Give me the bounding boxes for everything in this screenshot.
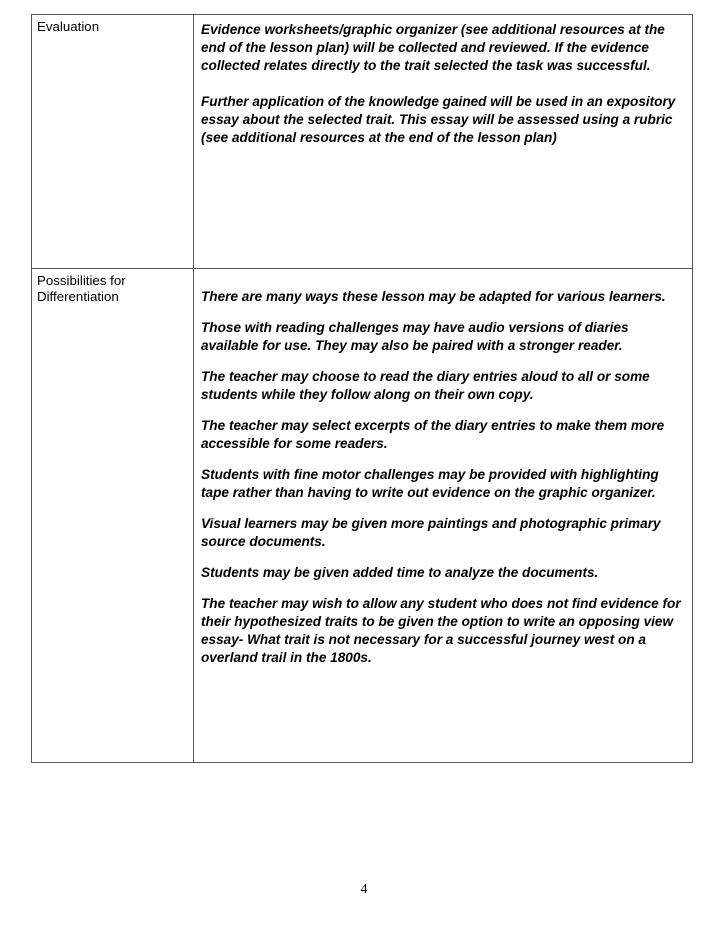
evaluation-row (32, 15, 693, 269)
evaluation-content (194, 15, 693, 269)
differentiation-paragraph: Visual learners may be given more paintings and photographic primary source documents. (201, 516, 661, 549)
differentiation-row (32, 269, 693, 763)
evaluation-paragraph: Evidence worksheets/graphic organizer (see additional resources at the end of the lesson plan) will be collected and reviewed. If the evidence collected relates directly to the trait selected the task was successful. (201, 22, 665, 73)
lesson-plan-table (31, 14, 693, 763)
differentiation-paragraph: Students may be given added time to analyze the documents. (201, 565, 599, 580)
differentiation-paragraph: There are many ways these lesson may be adapted for various learners. (201, 289, 666, 304)
differentiation-paragraph: The teacher may choose to read the diary entries aloud to all or some students while they follow along on their own copy. (201, 369, 650, 402)
differentiation-label: Possibilities for Differentiation (32, 269, 194, 763)
differentiation-paragraph: Those with reading challenges may have audio versions of diaries available for use. They may also be paired with a stronger reader. (201, 320, 629, 353)
differentiation-paragraph: The teacher may select excerpts of the diary entries to make them more accessible for some readers. (201, 418, 665, 451)
evaluation-label: Evaluation (32, 15, 194, 269)
evaluation-paragraph: Further application of the knowledge gained will be used in an expository essay about the selected trait. This essay will be assessed using a rubric (see additional resources at the end of the lesson plan) (201, 94, 676, 145)
page-number: 4 (360, 882, 368, 897)
differentiation-content (194, 269, 693, 763)
differentiation-paragraph: Students with fine motor challenges may be provided with highlighting tape rather than having to write out evidence on the graphic organizer. (201, 467, 659, 500)
differentiation-paragraph: The teacher may wish to allow any student who does not find evidence for their hypothesized traits to be given the option to write an opposing view essay- What trait is not necessary for a successful journey west on a overland trail in the 1800s. (201, 596, 681, 665)
